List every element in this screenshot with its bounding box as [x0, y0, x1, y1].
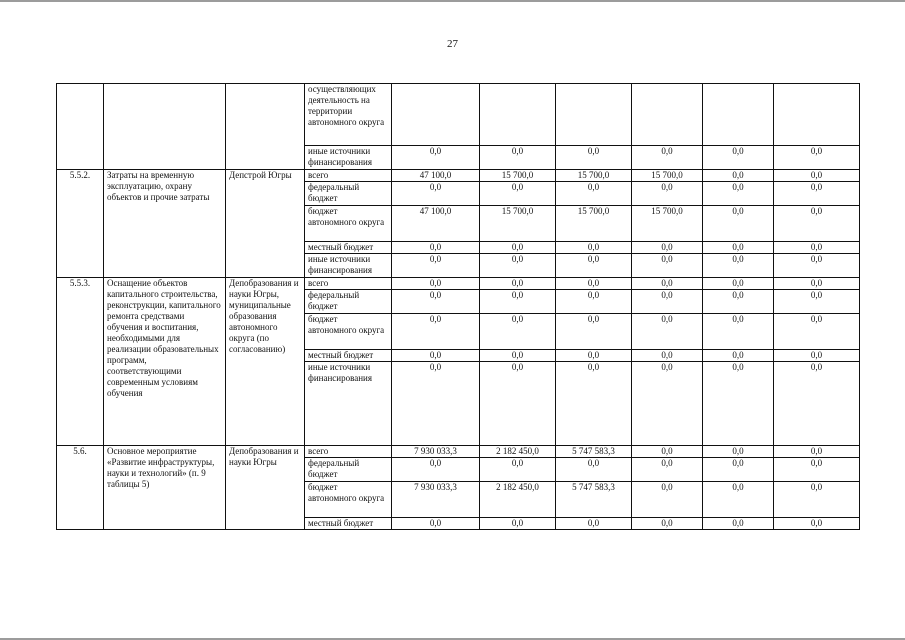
cell-value-y3: 0,0 — [632, 182, 703, 206]
cell-value-y5: 0,0 — [774, 242, 860, 254]
cell-value-y4: 0,0 — [703, 242, 774, 254]
cell-value-y1: 0,0 — [480, 254, 556, 278]
cell-value-y5: 0,0 — [774, 290, 860, 314]
table-row — [57, 446, 860, 458]
cell-activity-name: Затраты на временную эксплуатацию, охрану объектов и прочие затраты — [104, 170, 226, 278]
cell-value-y1: 0,0 — [480, 278, 556, 290]
cell-value-y1: 15 700,0 — [480, 170, 556, 182]
cell-value-total: 0,0 — [392, 182, 480, 206]
cell-funding-source: местный бюджет — [305, 350, 392, 362]
cell-value-y4: 0,0 — [703, 146, 774, 170]
cell-funding-source: иные источники финансирования — [305, 146, 392, 170]
cell-value-y5: 0,0 — [774, 458, 860, 482]
cell-value-y3: 0,0 — [632, 518, 703, 530]
cell-value-y3: 0,0 — [632, 146, 703, 170]
cell-value-y2: 0,0 — [556, 182, 632, 206]
cell-value-y1: 0,0 — [480, 182, 556, 206]
cell-value-y4: 0,0 — [703, 278, 774, 290]
cell-value-total: 0,0 — [392, 146, 480, 170]
cell-value-y4: 0,0 — [703, 182, 774, 206]
cell-funding-source: иные источники финансирования — [305, 254, 392, 278]
cell-value-y5: 0,0 — [774, 350, 860, 362]
cell-value-y1: 2 182 450,0 — [480, 482, 556, 518]
cell-value-total: 0,0 — [392, 278, 480, 290]
scan-edge-top — [0, 0, 905, 2]
cell-value-y2: 0,0 — [556, 278, 632, 290]
table-row — [57, 278, 860, 290]
cell-executor: Депобразования и науки Югры — [226, 446, 305, 530]
cell-funding-source: бюджет автономного округа — [305, 314, 392, 350]
cell-value-y1: 0,0 — [480, 146, 556, 170]
cell-executor: Депобразования и науки Югры, муниципальные образования автономного округа (по согласованию) — [226, 278, 305, 446]
cell-value-y5: 0,0 — [774, 182, 860, 206]
cell-value-y3: 15 700,0 — [632, 170, 703, 182]
cell-value-y4: 0,0 — [703, 518, 774, 530]
cell-value-y5: 0,0 — [774, 362, 860, 446]
cell-value-total: 0,0 — [392, 254, 480, 278]
cell-funding-source: местный бюджет — [305, 518, 392, 530]
cell-value-total: 0,0 — [392, 458, 480, 482]
cell-number — [57, 84, 104, 170]
cell-value-total: 0,0 — [392, 314, 480, 350]
cell-value-y2: 0,0 — [556, 254, 632, 278]
cell-value-y1 — [480, 84, 556, 146]
cell-value-y1: 0,0 — [480, 518, 556, 530]
cell-value-y2: 0,0 — [556, 518, 632, 530]
cell-value-y4: 0,0 — [703, 254, 774, 278]
cell-value-y3: 0,0 — [632, 458, 703, 482]
cell-value-y4: 0,0 — [703, 482, 774, 518]
cell-value-y2: 0,0 — [556, 314, 632, 350]
cell-value-y1: 0,0 — [480, 458, 556, 482]
cell-funding-source: бюджет автономного округа — [305, 482, 392, 518]
cell-value-y3: 0,0 — [632, 314, 703, 350]
cell-value-total: 47 100,0 — [392, 206, 480, 242]
cell-value-y1: 0,0 — [480, 242, 556, 254]
cell-executor — [226, 84, 305, 170]
table-row — [57, 170, 860, 182]
cell-value-y3: 0,0 — [632, 242, 703, 254]
cell-value-y1: 0,0 — [480, 362, 556, 446]
cell-value-y3: 0,0 — [632, 362, 703, 446]
cell-value-y3: 0,0 — [632, 446, 703, 458]
cell-activity-name: Основное мероприятие «Развитие инфраструктуры, науки и технологий» (п. 9 таблицы 5) — [104, 446, 226, 530]
cell-activity-name: Оснащение объектов капитального строительства, реконструкции, капитального ремонта средствами обучения и воспитания, необходимыми для реализации образовательных программ, соответствующими современным условиям обучения — [104, 278, 226, 446]
cell-value-y1: 0,0 — [480, 314, 556, 350]
cell-value-total: 7 930 033,3 — [392, 482, 480, 518]
cell-value-y3: 0,0 — [632, 254, 703, 278]
cell-funding-source: федеральный бюджет — [305, 182, 392, 206]
cell-value-y2: 0,0 — [556, 362, 632, 446]
cell-value-y4: 0,0 — [703, 446, 774, 458]
cell-funding-source: осуществляющих деятельность на территории автономного округа — [305, 84, 392, 146]
cell-value-y1: 0,0 — [480, 350, 556, 362]
cell-value-y4: 0,0 — [703, 350, 774, 362]
cell-value-y3: 0,0 — [632, 290, 703, 314]
cell-value-y2: 5 747 583,3 — [556, 446, 632, 458]
cell-value-y4: 0,0 — [703, 170, 774, 182]
cell-value-y5 — [774, 84, 860, 146]
cell-value-y4: 0,0 — [703, 206, 774, 242]
cell-value-y5: 0,0 — [774, 314, 860, 350]
cell-value-y4: 0,0 — [703, 458, 774, 482]
cell-executor: Депстрой Югры — [226, 170, 305, 278]
cell-value-y4 — [703, 84, 774, 146]
table-row — [57, 84, 860, 146]
page-number: 27 — [447, 38, 458, 50]
cell-value-y2 — [556, 84, 632, 146]
cell-value-total — [392, 84, 480, 146]
cell-value-y4: 0,0 — [703, 290, 774, 314]
cell-funding-source: всего — [305, 278, 392, 290]
cell-value-y2: 15 700,0 — [556, 170, 632, 182]
cell-value-y2: 0,0 — [556, 146, 632, 170]
cell-value-y2: 0,0 — [556, 290, 632, 314]
cell-value-y2: 0,0 — [556, 242, 632, 254]
cell-value-y2: 15 700,0 — [556, 206, 632, 242]
cell-value-y3: 0,0 — [632, 350, 703, 362]
cell-value-y5: 0,0 — [774, 254, 860, 278]
cell-funding-source: федеральный бюджет — [305, 290, 392, 314]
cell-value-y5: 0,0 — [774, 446, 860, 458]
cell-value-y3: 15 700,0 — [632, 206, 703, 242]
cell-funding-source: иные источники финансирования — [305, 362, 392, 446]
cell-activity-name — [104, 84, 226, 170]
cell-value-total: 47 100,0 — [392, 170, 480, 182]
cell-funding-source: всего — [305, 170, 392, 182]
cell-value-y1: 15 700,0 — [480, 206, 556, 242]
cell-number: 5.6. — [57, 446, 104, 530]
cell-value-y4: 0,0 — [703, 362, 774, 446]
cell-value-y5: 0,0 — [774, 518, 860, 530]
cell-funding-source: федеральный бюджет — [305, 458, 392, 482]
cell-value-y3: 0,0 — [632, 482, 703, 518]
cell-value-y5: 0,0 — [774, 482, 860, 518]
cell-value-y5: 0,0 — [774, 206, 860, 242]
cell-value-total: 0,0 — [392, 350, 480, 362]
cell-number: 5.5.3. — [57, 278, 104, 446]
cell-funding-source: всего — [305, 446, 392, 458]
cell-value-total: 0,0 — [392, 362, 480, 446]
cell-number: 5.5.2. — [57, 170, 104, 278]
cell-value-y1: 0,0 — [480, 290, 556, 314]
cell-value-total: 0,0 — [392, 290, 480, 314]
cell-value-y2: 0,0 — [556, 350, 632, 362]
cell-value-y5: 0,0 — [774, 278, 860, 290]
cell-value-y3 — [632, 84, 703, 146]
cell-value-y2: 0,0 — [556, 458, 632, 482]
cell-value-y5: 0,0 — [774, 146, 860, 170]
cell-funding-source: местный бюджет — [305, 242, 392, 254]
cell-funding-source: бюджет автономного округа — [305, 206, 392, 242]
budget-table — [56, 83, 860, 530]
cell-value-y1: 2 182 450,0 — [480, 446, 556, 458]
cell-value-y5: 0,0 — [774, 170, 860, 182]
cell-value-y3: 0,0 — [632, 278, 703, 290]
cell-value-total: 0,0 — [392, 242, 480, 254]
cell-value-total: 7 930 033,3 — [392, 446, 480, 458]
cell-value-total: 0,0 — [392, 518, 480, 530]
cell-value-y2: 5 747 583,3 — [556, 482, 632, 518]
cell-value-y4: 0,0 — [703, 314, 774, 350]
